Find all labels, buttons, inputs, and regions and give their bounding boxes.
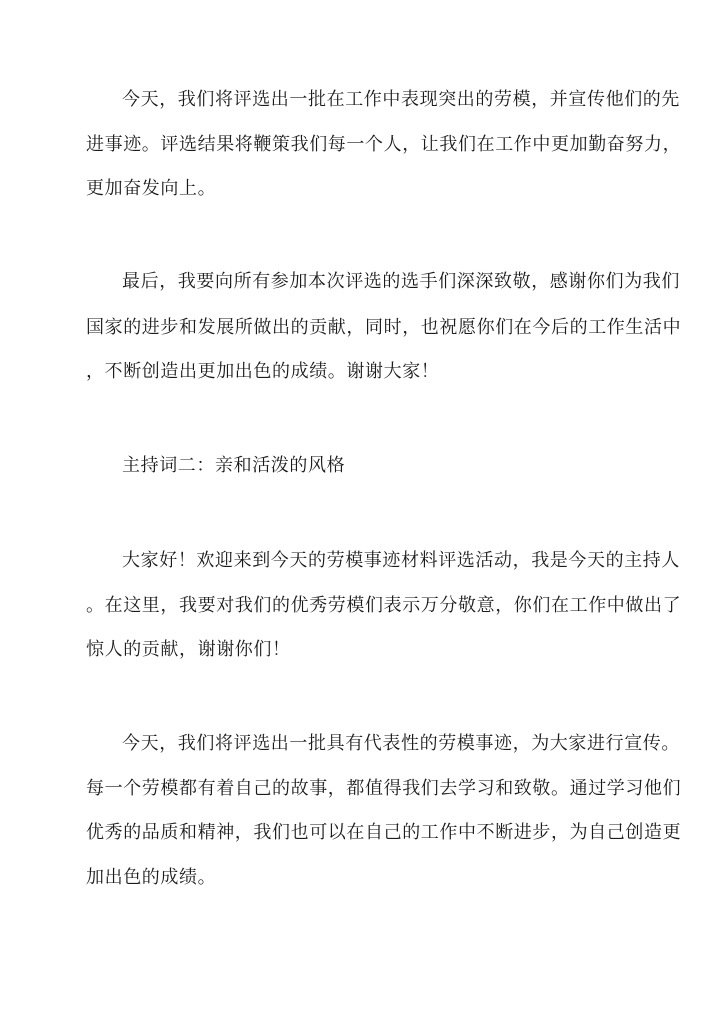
paragraph-4-line-1: 大家好！欢迎来到今天的劳模事迹材料评选活动，我是今天的主持人 — [122, 550, 680, 571]
paragraph-5-line-3: 优秀的品质和精神，我们也可以在自己的工作中不断进步，为自己创造更 — [86, 822, 682, 843]
paragraph-1-line-1: 今天，我们将评选出一批在工作中表现突出的劳模，并宣传他们的先 — [122, 89, 680, 110]
paragraph-5-line-1: 今天，我们将评选出一批具有代表性的劳模事迹，为大家进行宣传。 — [122, 733, 680, 754]
paragraph-1-line-2: 进事迹。评选结果将鞭策我们每一个人，让我们在工作中更加勤奋努力， — [86, 134, 682, 155]
paragraph-5-line-2: 每一个劳模都有着自己的故事，都值得我们去学习和致敬。通过学习他们 — [86, 778, 682, 799]
paragraph-1-line-3: 更加奋发向上。 — [86, 178, 217, 199]
section-title: 主持词二：亲和活泼的风格 — [122, 455, 346, 476]
paragraph-4-line-3: 惊人的贡献，谢谢你们！ — [86, 639, 291, 660]
paragraph-4-line-2: 。在这里，我要对我们的优秀劳模们表示万分敬意，你们在工作中做出了 — [86, 595, 682, 616]
paragraph-5-line-4: 加出色的成绩。 — [86, 867, 217, 888]
paragraph-2-line-3: ，不断创造出更加出色的成绩。谢谢大家！ — [86, 361, 440, 382]
paragraph-2-line-1: 最后，我要向所有参加本次评选的选手们深深致敬，感谢你们为我们 — [122, 271, 680, 292]
paragraph-2-line-2: 国家的进步和发展所做出的贡献，同时，也祝愿你们在今后的工作生活中 — [86, 317, 682, 338]
